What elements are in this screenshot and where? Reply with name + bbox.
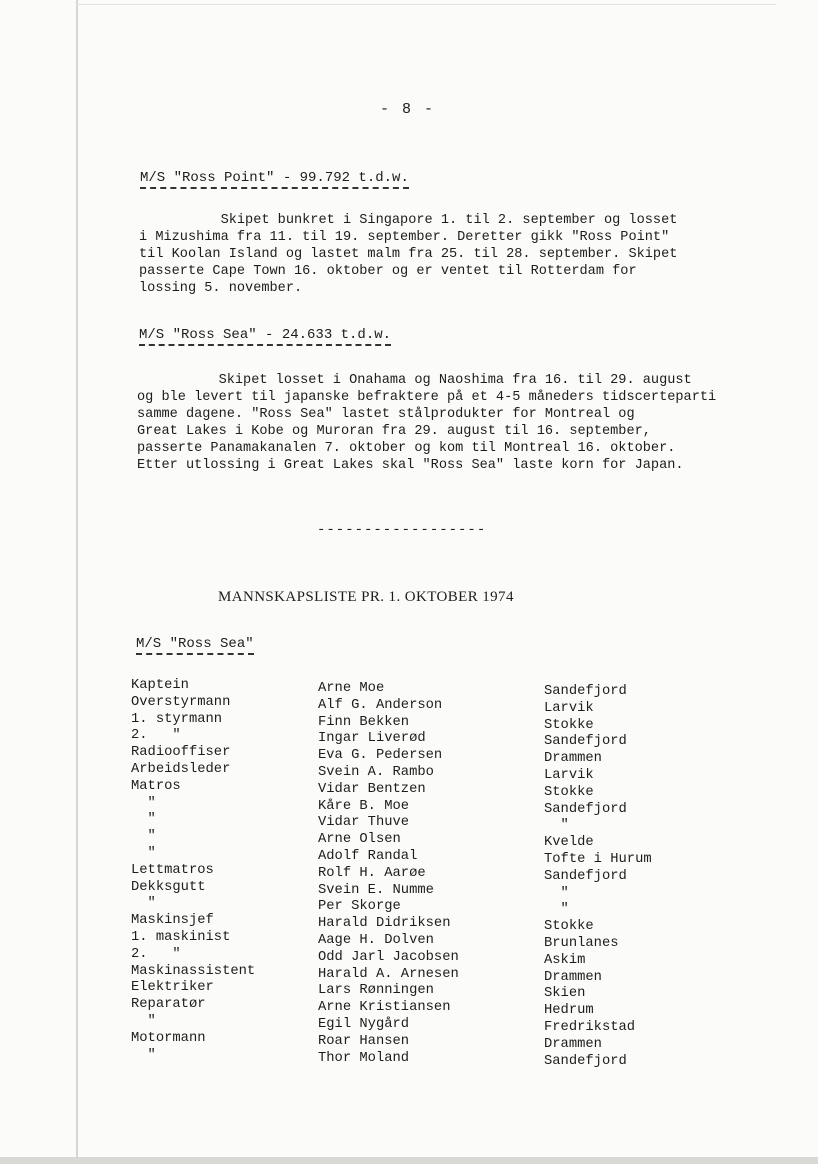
crew-hometown: Kvelde — [544, 835, 594, 851]
paragraph-line: Etter utlossing i Great Lakes skal "Ross Sea" laste korn for Japan. — [137, 458, 684, 473]
crew-hometown: Sandefjord — [544, 868, 627, 884]
crew-rank: 1. styrmann — [131, 711, 223, 727]
crew-name: Kåre B. Moe — [318, 798, 410, 814]
paragraph-line: i Mizushima fra 11. til 19. september. Deretter gikk "Ross Point" — [139, 230, 670, 245]
page-edge-left — [76, 0, 78, 1164]
section-separator: ------------------ — [317, 522, 487, 538]
paragraph-line: passerte Cape Town 16. oktober og er ventet til Rotterdam for — [139, 264, 637, 279]
crew-name: Roar Hansen — [318, 1033, 410, 1049]
crew-hometown: Askim — [544, 952, 586, 968]
crew-rank: 1. maskinist — [131, 929, 231, 945]
crew-list-title: MANNSKAPSLISTE PR. 1. OKTOBER 1974 — [218, 589, 514, 605]
crew-rank: Maskinsjef — [131, 913, 214, 929]
crew-hometown: Larvik — [544, 767, 594, 783]
crew-rank: Matros — [131, 778, 181, 794]
crew-rank: Lettmatros — [131, 862, 214, 878]
crew-name: Per Skorge — [318, 899, 401, 915]
crew-name: Thor Moland — [318, 1050, 410, 1066]
page-edge-bottom — [0, 1157, 818, 1164]
crew-hometown: " — [544, 818, 569, 834]
paragraph-line: Great Lakes i Kobe og Muroran fra 29. august til 16. september, — [137, 424, 651, 439]
crew-hometown: Stokke — [544, 784, 594, 800]
crew-hometown: Sandefjord — [544, 801, 627, 817]
crew-name: Finn Bekken — [318, 714, 410, 730]
crew-hometown: Drammen — [544, 1036, 602, 1052]
crew-name: Vidar Bentzen — [318, 781, 426, 797]
crew-rank: " — [131, 795, 156, 811]
crew-rank: Reparatør — [131, 997, 206, 1013]
section-heading-ross-sea — [139, 327, 391, 343]
page-edge-top — [76, 4, 776, 5]
crew-hometown: Skien — [544, 986, 586, 1002]
crew-rank: Kaptein — [131, 678, 189, 693]
crew-hometown: Sandefjord — [544, 684, 627, 699]
section-heading-text: M/S "Ross Sea" - 24.633 t.d.w. — [139, 327, 391, 346]
crew-name: Alf G. Anderson — [318, 697, 443, 713]
crew-hometown: Drammen — [544, 969, 602, 985]
paragraph-line: passerte Panamakanalen 7. oktober og kom til Montreal 16. oktober. — [137, 441, 676, 456]
paragraph-line: samme dagene. "Ross Sea" lastet stålprodukter for Montreal og — [137, 407, 635, 422]
crew-hometown: Larvik — [544, 700, 594, 716]
crew-name-column — [318, 681, 459, 1067]
crew-hometown: Fredrikstad — [544, 1019, 636, 1035]
paragraph-line: Skipet bunkret i Singapore 1. til 2. september og losset — [139, 213, 678, 228]
crew-hometown: Brunlanes — [544, 935, 619, 951]
crew-name: Rolf H. Aarøe — [318, 865, 426, 881]
section-heading-text: M/S "Ross Point" - 99.792 t.d.w. — [140, 170, 409, 189]
crew-hometown: Stokke — [544, 919, 594, 935]
crew-hometown: Stokke — [544, 717, 594, 733]
crew-hometown: Hedrum — [544, 1003, 594, 1019]
crew-rank: 2. " — [131, 728, 181, 744]
crew-rank-column — [131, 678, 255, 1064]
crew-name: Harald Didriksen — [318, 916, 451, 932]
crew-name: Arne Olsen — [318, 832, 401, 848]
ship-heading-text: M/S "Ross Sea" — [136, 636, 254, 655]
section-paragraph-ross-sea — [137, 372, 716, 474]
crew-rank: Motormann — [131, 1030, 206, 1046]
crew-name: Arne Moe — [318, 681, 385, 696]
crew-name: Vidar Thuve — [318, 815, 410, 831]
crew-name: Adolf Randal — [318, 848, 418, 864]
crew-name: Odd Jarl Jacobsen — [318, 949, 459, 965]
crew-hometown: Tofte i Hurum — [544, 851, 652, 867]
paragraph-line: lossing 5. november. — [139, 281, 303, 296]
crew-name: Egil Nygård — [318, 1016, 410, 1032]
crew-rank: " — [131, 1047, 156, 1063]
crew-hometown: Sandefjord — [544, 734, 627, 750]
paragraph-line: til Koolan Island og lastet malm fra 25. til 28. september. Skipet — [139, 247, 678, 262]
crew-rank: Maskinassistent — [131, 963, 256, 979]
crew-name: Harald A. Arnesen — [318, 966, 459, 982]
crew-hometown: Drammen — [544, 751, 602, 767]
crew-rank: " — [131, 1013, 156, 1029]
crew-hometown: " — [544, 885, 569, 901]
crew-name: Svein A. Rambo — [318, 764, 434, 780]
page-number: - 8 - — [380, 101, 436, 118]
crew-rank: " — [131, 812, 156, 828]
crew-rank: " — [131, 845, 156, 861]
crew-name: Lars Rønningen — [318, 983, 434, 999]
crew-rank: Overstyrmann — [131, 694, 231, 710]
paragraph-line: og ble levert til japanske befraktere på et 4-5 måneders tidscerteparti — [137, 390, 717, 405]
crew-rank: Radiooffiser — [131, 745, 231, 761]
crew-hometown: " — [544, 902, 569, 918]
crew-list-ship-heading — [136, 636, 254, 652]
crew-name: Arne Kristiansen — [318, 1000, 451, 1016]
crew-name: Svein E. Numme — [318, 882, 434, 898]
crew-rank: 2. " — [131, 946, 181, 962]
crew-hometown: Sandefjord — [544, 1053, 627, 1069]
crew-hometown-column — [544, 684, 652, 1070]
crew-rank: " — [131, 896, 156, 912]
section-heading-ross-point — [140, 170, 409, 186]
crew-name: Eva G. Pedersen — [318, 748, 443, 764]
crew-name: Aage H. Dolven — [318, 932, 434, 948]
paragraph-line: Skipet losset i Onahama og Naoshima fra 16. til 29. august — [137, 373, 692, 388]
crew-rank: " — [131, 829, 156, 845]
crew-rank: Arbeidsleder — [131, 761, 231, 777]
crew-rank: Dekksgutt — [131, 879, 206, 895]
section-paragraph-ross-point — [139, 212, 677, 297]
crew-name: Ingar Liverød — [318, 731, 426, 747]
crew-rank: Elektriker — [131, 980, 214, 996]
